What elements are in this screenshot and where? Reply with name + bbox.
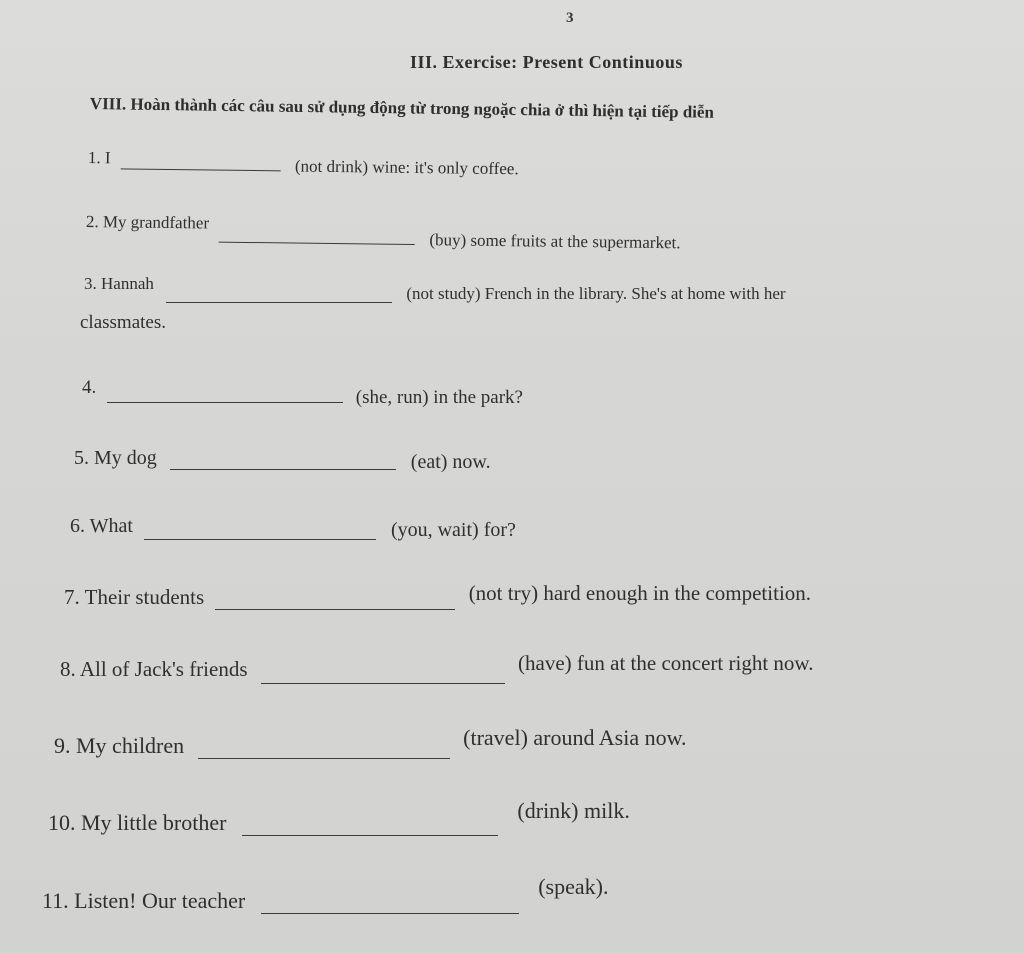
item-9-blank[interactable] — [198, 758, 450, 759]
item-7-lead: 7. Their students — [64, 585, 205, 609]
item-7-blank[interactable] — [215, 609, 455, 610]
item-3-tail: (not study) French in the library. She's at home with her — [406, 284, 786, 303]
exercise-item-8 — [60, 651, 814, 682]
exercise-item-4 — [82, 377, 523, 408]
item-8-blank[interactable] — [261, 683, 505, 684]
item-6-blank[interactable] — [144, 539, 376, 540]
item-2-blank[interactable] — [219, 242, 415, 245]
item-11-blank[interactable] — [261, 913, 519, 914]
exercise-item-7 — [64, 581, 812, 610]
item-10-tail: (drink) milk. — [517, 798, 630, 823]
item-8-tail: (have) fun at the concert right now. — [518, 651, 814, 675]
exercise-item-2 — [85, 212, 681, 253]
item-4-lead: 4. — [82, 377, 97, 398]
item-1-lead: 1. I — [87, 148, 111, 168]
item-11-tail: (speak). — [538, 874, 609, 899]
item-9-lead: 9. My children — [54, 733, 185, 758]
item-1-tail: (not drink) wine: it's only coffee. — [294, 156, 519, 179]
exercise-item-10 — [48, 798, 630, 836]
item-4-blank[interactable] — [107, 402, 343, 403]
item-11-lead: 11. Listen! Our teacher — [42, 888, 246, 913]
item-5-blank[interactable] — [170, 469, 396, 470]
item-3-blank[interactable] — [166, 302, 392, 303]
exercise-item-3 — [84, 274, 786, 303]
item-2-tail: (buy) some fruits at the supermarket. — [429, 230, 681, 253]
exercise-item-5 — [74, 447, 491, 473]
exercise-item-11 — [42, 874, 609, 914]
item-7-tail: (not try) hard enough in the competition. — [468, 581, 812, 605]
item-10-blank[interactable] — [242, 835, 498, 836]
item-2-lead: 2. My grandfather — [85, 212, 210, 233]
item-5-lead: 5. My dog — [74, 447, 157, 469]
item-10-lead: 10. My little brother — [48, 810, 227, 835]
item-6-lead: 6. What — [70, 515, 133, 537]
item-3-lead: 3. Hannah — [84, 274, 154, 293]
item-6-tail: (you, wait) for? — [390, 519, 516, 541]
item-5-tail: (eat) now. — [410, 451, 491, 473]
page-number: 3 — [566, 10, 574, 26]
instruction: VIII. Hoàn thành các câu sau sử dụng động từ trong ngoặc chia ở thì hiện tại tiếp diễn — [89, 94, 715, 122]
exercise-item-9 — [54, 725, 687, 759]
item-8-lead: 8. All of Jack's friends — [60, 657, 248, 681]
item-9-tail: (travel) around Asia now. — [463, 725, 687, 750]
exercise-item-6 — [70, 515, 516, 541]
item-3-continuation: classmates. — [80, 312, 167, 333]
item-1-blank[interactable] — [121, 168, 281, 171]
item-4-tail: (she, run) in the park? — [355, 387, 523, 408]
section-title: III. Exercise: Present Continuous — [410, 52, 683, 72]
exercise-item-1 — [87, 148, 519, 179]
